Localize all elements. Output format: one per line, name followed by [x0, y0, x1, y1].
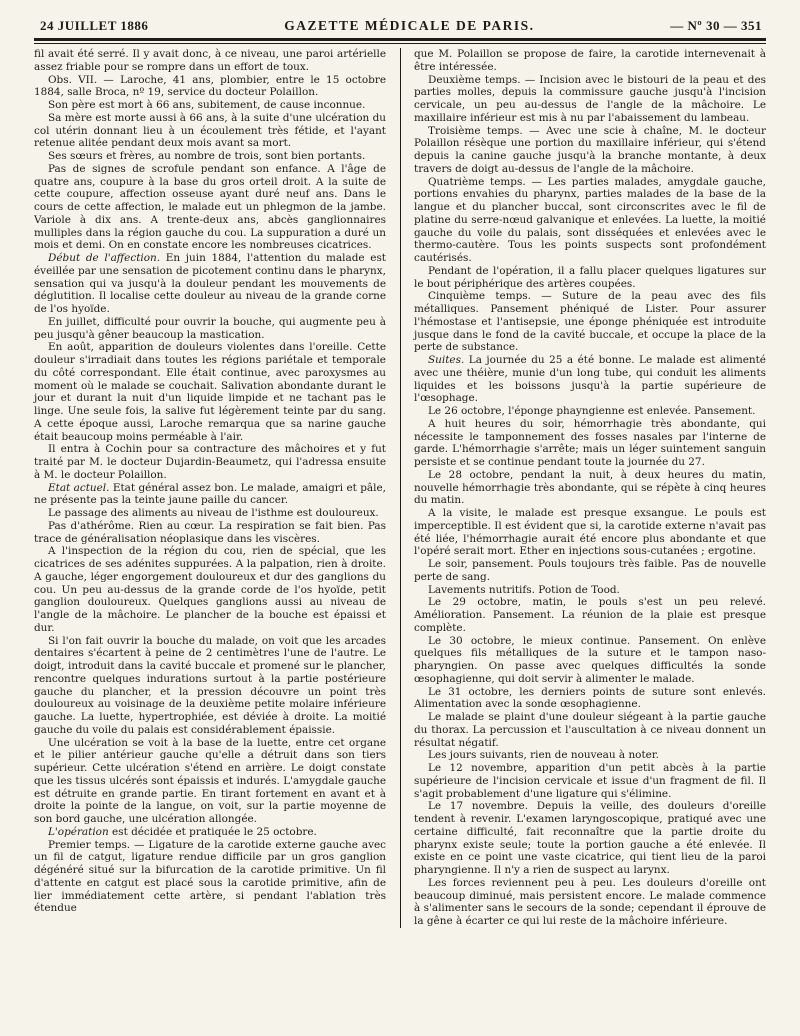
paragraph: En août, apparition de douleurs violentes dans l'oreille. Cette douleur s'irradiait dans toutes les régions pariétale et temporale du côté correspondant. Elle était continue, avec paroxysmes au moment où le malade se couchait. Salivation abondante durant le jour et durant la nuit d'un liquide limpide et ne tachant pas le linge. Une seule fois, la salive fut légèrement teinte par du sang. A cette époque aussi, Laroche remarqua que sa narine gauche était beaucoup moins perméable à l'air.: [34, 341, 386, 443]
paragraph: En juillet, difficulté pour ouvrir la bouche, qui augmente peu à peu jusqu'à gêner beaucoup la mastication.: [34, 315, 386, 341]
paragraph: Les jours suivants, rien de nouveau à noter.: [428, 749, 659, 762]
paragraph: Sa mère est morte aussi à 66 ans, à la suite d'une ulcération du col utérin donnant lieu à un écoulement très fétide, et l'ayant retenue alitée pendant deux mois avant sa mort.: [34, 111, 386, 150]
paragraph: Le 17 novembre. Depuis la veille, des douleurs d'oreille tendent à revenir. L'examen laryngoscopique, pratiqué avec une certaine difficulté, fait reconnaître que la partie droite du pharynx existe seule; toute la portion gauche a été enlevée. Il existe en ce point une vaste cicatrice, qui tient lieu de la paroi pharyngienne. Il n'y a rien de suspect au larynx.: [414, 800, 766, 876]
paragraph: [34, 252, 386, 316]
paragraph: [414, 354, 766, 405]
paragraph: Deuxième temps. — Incision avec le bistouri de la peau et des parties molles, depuis la commissure gauche jusqu'à l'incision cervicale, un peu au-dessus de l'angle de la mâchoire. Le maxillaire inférieur est mis à nu par l'abaissement du lambeau.: [414, 73, 766, 124]
section-label: Suites.: [428, 354, 465, 366]
paragraph: Le passage des aliments au niveau de l'isthme est douloureux.: [48, 507, 379, 519]
paragraph: Ses sœurs et frères, au nombre de trois, sont bien portants.: [48, 150, 366, 162]
paragraph: Lavements nutritifs. Potion de Tood.: [428, 583, 620, 596]
paragraph: Le 26 octobre, l'éponge phayngienne est enlevée. Pansement.: [428, 405, 756, 417]
header-rule-thick: [34, 38, 766, 41]
paragraph: A la visite, le malade est presque exsangue. Le pouls est imperceptible. Il est évident que si, la carotide externe n'avait pas été liée, l'hémorrhagie aurait été encore plus abondante et que l'opéré serait mort. Ether en injections sous-cutanées ; ergotine.: [414, 507, 766, 558]
header-date: 24 JUILLET 1886: [40, 18, 149, 33]
paragraph: Le 12 novembre, apparition d'un petit abcès à la partie supérieure de l'incision cervicale et issue d'un fragment de fil. Il s'agit probablement d'une ligature qui s'élimine.: [414, 762, 766, 800]
header-page-number: 351: [740, 18, 762, 33]
section-label: L'opération: [48, 825, 109, 838]
left-column: [34, 48, 386, 928]
header-issue: — Nº 30 —: [670, 18, 738, 33]
header-issue-page: [670, 18, 762, 34]
section-label: Début de l'affection.: [48, 252, 161, 264]
observation-heading: Obs. VII. — Laroche, 41 ans, plombier, entre le 15 octobre 1884, salle Broca, nº 19, service du docteur Polaillon.: [34, 73, 386, 99]
paragraph: A l'inspection de la région du cou, rien de spécial, que les cicatrices de ses adénites suppurées. A la palpation, rien à droite. A gauche, léger engorgement douloureux et dur des ganglions du cou. Un peu au-dessus de la grande corde de l'os hyoïde, petit ganglion douloureux. Quelques ganglions aussi au niveau de l'angle de la mâchoire. Le plancher de la bouche est épaissi et dur.: [34, 545, 386, 634]
paragraph: Les forces reviennent peu à peu. Les douleurs d'oreille ont beaucoup diminué, mais persistent encore. Le malade commence à s'alimenter sans le secours de la sonde; cependant il éprouve de la gêne à écarter ce qui lui reste de la mâchoire inférieure.: [414, 876, 766, 927]
paragraph: Pas de signes de scrofule pendant son enfance. A l'âge de quatre ans, coupure à la base du gros orteil droit. A la suite de cette coupure, affection osseuse ayant duré neuf ans. Dans le cours de cette affection, le malade eut un phlegmon de la jambe. Variole à dix ans. A trente-deux ans, abcès ganglionnaires mulliples dans la région gauche du cou. La suppuration a duré un mois et demi. On en constate encore les nombreuses cicatrices.: [34, 162, 386, 252]
paragraph: Le 30 octobre, le mieux continue. Pansement. On enlève quelques fils métalliques de la suture et le tampon naso-pharyngien. On passe avec quelques difficultés la sonde œsophagienne, qui doit servir à alimenter le malade.: [414, 634, 766, 685]
paragraph: [34, 826, 386, 839]
page-header: [34, 18, 766, 38]
paragraph: Le soir, pansement. Pouls toujours très faible. Pas de nouvelle perte de sang.: [414, 558, 766, 583]
paragraph: Il entra à Cochin pour sa contracture des mâchoires et y fut traité par M. le docteur Dujardin-Beaumetz, qui l'adressa ensuite à M. le docteur Polaillon.: [34, 443, 386, 481]
paragraph: Cinquième temps. — Suture de la peau avec des fils métalliques. Pansement phéniqué de Lister. Pour assurer l'hémostase et l'antisepsie, une éponge phéniquée est introduite jusque dans le fond de la cavité buccale, et occupe la place de la perte de substance.: [414, 290, 766, 354]
article-columns: [34, 48, 766, 928]
paragraph: Pendant de l'opération, il a fallu placer quelques ligatures sur le bout périphérique des artères coupées.: [414, 264, 766, 290]
paragraph: Pas d'athérôme. Rien au cœur. La respiration se fait bien. Pas trace de généralisation néoplasique dans les viscères.: [34, 519, 386, 545]
paragraph: Premier temps. — Ligature de la carotide externe gauche avec un fil de catgut, ligature rendue difficile par un gros ganglion dégénéré situé sur la bifurcation de la carotide primitive. Un fil d'attente en catgut est placé sous la carotide primitive, afin de lier immédiatement cette artère, si pendant l'ablation très étendue: [34, 838, 386, 915]
paragraph: Le 29 octobre, matin, le pouls s'est un peu relevé. Amélioration. Pansement. La réunion de la plaie est presque complète.: [414, 596, 766, 634]
paragraph: Son père est mort à 66 ans, subitement, de cause inconnue.: [48, 99, 366, 111]
paragraph: Le malade se plaint d'une douleur siégeant à la partie gauche du thorax. La percussion et l'auscultation à ce niveau donnent un résultat négatif.: [414, 711, 766, 749]
paragraph-text: En juin 1884, l'attention du malade est éveillée par une sensation de picotement continu dans le pharynx, sensation qui va jusqu'à la douleur pendant les mouvements de déglutition. Il localise cette douleur au niveau de la grande corne de l'os hyoïde.: [34, 252, 387, 315]
paragraph: Le 31 octobre, les derniers points de suture sont enlevés. Alimentation avec la sonde œsophagienne.: [414, 685, 766, 711]
paragraph: Troisième temps. — Avec une scie à chaîne, M. le docteur Polaillon résèque une portion du maxillaire inférieur, qui s'étend depuis la canine gauche jusqu'à la branche montante, à deux travers de doigt au-dessus de l'angle de la mâchoire.: [414, 124, 766, 175]
header-rule-thin: [34, 43, 766, 44]
paragraph-text: est décidée et pratiquée le 25 octobre.: [112, 825, 317, 838]
paragraph-text: Etat général assez bon. Le malade, amaigri et pâle, ne présente pas la teinte jaune paille du cancer.: [34, 481, 386, 507]
paragraph: fil avait été serré. Il y avait donc, à ce niveau, une paroi artérielle assez friable pour se rompre dans un effort de toux.: [34, 48, 386, 73]
paragraph: Une ulcération se voit à la base de la luette, entre cet organe et le pilier antérieur gauche qu'elle a détruit dans son tiers supérieur. Cette ulcération s'étend en arrière. Le doigt constate que les tissus ulcérés sont épaissis et indurés. L'amygdale gauche est détruite en grande partie. En tirant fortement en avant et à droite la pointe de la langue, on voit, sur la partie moyenne de son bord gauche, une ulcération allongée.: [34, 736, 386, 825]
paragraph: que M. Polaillon se propose de faire, la carotide internevenait à être intéressée.: [414, 48, 766, 73]
paragraph: A huit heures du soir, hémorrhagie très abondante, qui nécessite le tamponnement des fosses nasales par l'interne de garde. L'hémorrhagie s'arrête; mais un léger suintement sanguin persiste et se continue pendant toute la journée du 27.: [414, 417, 766, 468]
paragraph: Si l'on fait ouvrir la bouche du malade, on voit que les arcades dentaires s'écartent à peine de 2 centimètres l'une de l'autre. Le doigt, introduit dans la cavité buccale et promené sur le plancher, rencontre quelques indurations surtout à la partie postérieure gauche du plancher, et la pression découvre un point très douloureux au voisinage de la deuxième petite molaire inférieure gauche. La luette, hypertrophiée, est déviée à droite. La moitié gauche du voile du palais est considérablement épaissie.: [34, 634, 386, 736]
paragraph: [34, 482, 386, 508]
paragraph: Quatrième temps. — Les parties malades, amygdale gauche, portions envahies du pharynx, parties malades de la base de la langue et du plancher buccal, sont circonscrites avec le fil de platine du serre-nœud galvanique et enlevées. La luette, la moitié gauche du voile du palais, sont disséquées et enlevées avec le thermo-cautère. Tous les points suspects sont profondément cautérisés.: [414, 175, 766, 264]
column-divider: [400, 48, 401, 928]
right-column: [414, 48, 766, 928]
section-label: Etat actuel.: [48, 481, 110, 494]
paragraph: Le 28 octobre, pendant la nuit, à deux heures du matin, nouvelle hémorrhagie très abondante, qui se répète à cinq heures du matin.: [414, 468, 766, 507]
header-title: GAZETTE MÉDICALE DE PARIS.: [284, 18, 535, 33]
paragraph-text: La journée du 25 a été bonne. Le malade est alimenté avec une théière, munie d'un long tube, qui conduit les aliments liquides et les boissons jusqu'à la partie supérieure de l'œsophage.: [414, 354, 766, 405]
